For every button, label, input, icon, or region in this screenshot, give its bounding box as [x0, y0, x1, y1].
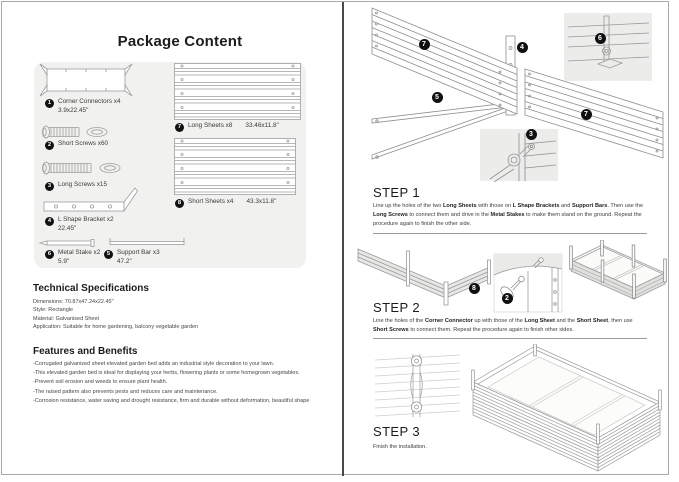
callout-badge-l-bracket: 4: [517, 42, 528, 53]
step1-heading: STEP 1: [373, 185, 420, 200]
parts-drawings: [34, 62, 306, 268]
part-label-metal-stake: 6 Metal Stake x2 5.9": [45, 249, 100, 267]
part-label-long-sheets: 7 Long Sheets x8 33.46x11.8": [175, 122, 279, 132]
part-number-badge: 5: [104, 250, 113, 259]
tech-specs-heading: Technical Specifications: [33, 283, 149, 294]
part-label-l-bracket: 4 L Shape Bracket x2 22.45": [45, 216, 114, 234]
part-number-badge: 4: [45, 217, 54, 226]
step3-diagram: [350, 344, 672, 478]
support-bar-drawing: [110, 238, 184, 245]
metal-stake-inset: [564, 13, 652, 81]
part-number-badge: 1: [45, 99, 54, 108]
corner-connector-inset: [375, 354, 460, 417]
step3-text: Finish the installation.: [373, 444, 427, 450]
step2-heading: STEP 2: [373, 300, 420, 315]
callout-badge-long-sheet: 7: [419, 39, 430, 50]
long-screw-drawing: [43, 162, 121, 174]
part-label-corner-connectors: 1 Corner Connectors x4 3.9x22.45": [45, 98, 121, 116]
callout-badge-short-sheet: 8: [469, 283, 480, 294]
callout-badge-short-screw: 2: [502, 293, 513, 304]
step1-diagram: [348, 2, 672, 182]
corner-connector-drawing: [40, 64, 132, 96]
callout-badge-metal-stake: 6: [595, 33, 606, 44]
part-label-support-bar: 5 Support Bar x3 47.2": [104, 249, 160, 267]
left-long-sheet: [372, 8, 517, 114]
l-bracket-drawing: [44, 188, 138, 211]
part-label-long-screws: 3 Long Screws x15: [45, 181, 107, 191]
metal-stake-drawing: [40, 240, 94, 247]
part-number-badge: 8: [175, 199, 184, 208]
assembled-bed-drawing: [472, 344, 662, 471]
step3-heading: STEP 3: [373, 424, 420, 439]
page-title: Package Content: [117, 33, 243, 50]
panel-divider: [342, 2, 344, 476]
part-number-badge: 3: [45, 182, 54, 191]
part-label-short-sheets: 8 Short Sheets x4 43.3x11.8": [175, 198, 276, 208]
step2-text: Line the holes of the Corner Connector up with those of the Long Sheet and the Short Sheet, then use Short Screws to connect them. Repeat the procedure again to finish other sides.: [373, 318, 633, 333]
part-number-badge: 6: [45, 250, 54, 259]
callout-badge-support-bar: 5: [432, 92, 443, 103]
corner-assembly-drawing: [358, 249, 491, 305]
features-heading: Features and Benefits: [33, 346, 138, 357]
step1-text: Line up the holes of the two Long Sheets with those on L Shape Brackets and Support Bars. Then use the Long Screws to connect them and drive in the Metal Stakes to make them stand on the ground. Repeat the procedure again to finish the other side.: [373, 203, 644, 227]
part-label-short-screws: 2 Short Screws x60: [45, 140, 108, 150]
wrench-inset: [480, 129, 558, 182]
features-lines: -Corrugated galvanized sheet elevated garden bed adds an industrial style decoration to your lawn. -This elevated garden bed is ideal for displaying your herbs, flowering plants or some homegrown vegetables. -Prevent soil erosion and weeds to ensure plant health. -The raised pattern also prevents pests and reduces care and maintenance. -Corrosion resistance, water saving and drought resistance, firm and durable without deformation, beautiful shape: [33, 361, 310, 404]
step-divider-1: [373, 233, 647, 234]
short-sheets-drawing: [175, 139, 296, 195]
step-divider-2: [373, 338, 647, 339]
callout-badge-long-sheet-2: 7: [581, 109, 592, 120]
callout-badge-long-screw: 3: [526, 129, 537, 140]
short-screw-drawing: [43, 126, 108, 138]
part-number-badge: 7: [175, 123, 184, 132]
assembled-frame-drawing: [570, 240, 667, 299]
part-number-badge: 2: [45, 141, 54, 150]
long-sheets-drawing: [175, 64, 301, 120]
tech-specs-lines: Dimensions: 70.87x47.24x22.45" Style: Rectangle Material: Galvanised Sheet Application: Suitable for home gardening, balcony vegetable garden: [33, 299, 199, 330]
parts-box: [34, 62, 306, 268]
